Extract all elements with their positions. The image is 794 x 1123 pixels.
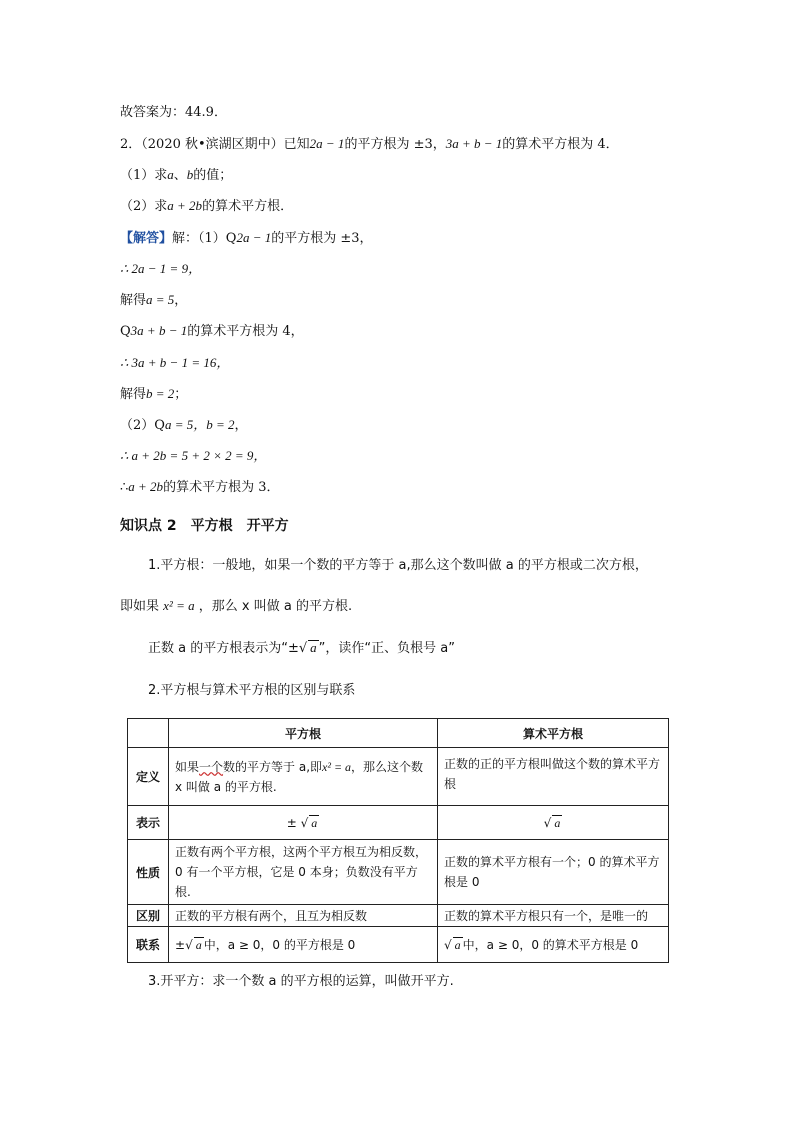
pm-sign: ± — [175, 938, 186, 952]
table-row — [128, 905, 669, 927]
sq1-a: a — [167, 167, 174, 182]
row-head-definition: 定义 — [128, 748, 169, 806]
table-row — [128, 927, 669, 963]
sol-l7-expr: a = 5，b = 2 — [164, 417, 235, 432]
cell-connection-square — [169, 927, 438, 963]
sq1-suffix: 的值； — [193, 168, 233, 183]
sol-line-4 — [120, 322, 304, 341]
cell-notation-square — [169, 806, 438, 840]
sol-l3-suffix: ， — [174, 293, 188, 308]
comparison-table — [127, 718, 669, 963]
def-cell-prefix: 如果 — [175, 759, 200, 774]
radical-icon: √ — [300, 816, 309, 830]
radical-icon: √ — [543, 816, 552, 830]
connection-arith-text: 中，a ≥ 0，0 的算术平方根是 0 — [462, 938, 639, 952]
radical-icon: √ — [185, 938, 193, 952]
section-heading — [120, 515, 289, 535]
definition-para-2 — [120, 597, 352, 616]
sol-l1-prefix: 解：（1）Q — [172, 231, 237, 246]
def2-suffix: ，那么 x 叫做 a 的平方根. — [198, 599, 353, 614]
sol-l6-suffix: ； — [174, 387, 188, 402]
radicand: a — [311, 816, 318, 830]
radicand: a — [454, 938, 461, 952]
q2-suffix: 的算术平方根为 4． — [502, 137, 619, 152]
comparison-title: 2.平方根与算术平方根的区别与联系 — [148, 683, 356, 698]
sol-line-3 — [120, 291, 187, 310]
table-row — [128, 806, 669, 840]
row-head-notation: 表示 — [128, 806, 169, 840]
subquestion-2 — [120, 197, 293, 216]
connection-square-text: 中，a ≥ 0，0 的平方根是 0 — [203, 938, 356, 952]
row-head-difference: 区别 — [128, 905, 169, 927]
sol-line-8: ∴ a + 2b = 5 + 2 × 2 = 9， — [120, 448, 267, 463]
sol-line-5: ∴ 3a + b − 1 = 16， — [120, 355, 230, 370]
q2-prefix: 2．（2020 秋•滨湖区期中）已知 — [120, 137, 310, 152]
radical-icon: √ — [444, 938, 452, 952]
row-head-connection: 联系 — [128, 927, 169, 963]
notation-suffix: ”，读作“正、负根号 a” — [318, 641, 455, 656]
sol-l1-suffix: 的平方根为 ±3， — [271, 231, 373, 246]
radicand: a — [554, 816, 561, 830]
radical-icon: √ — [298, 641, 308, 656]
def2-prefix: 即如果 — [120, 599, 160, 614]
table-col-square-root: 平方根 — [169, 719, 438, 748]
heading-topic-2: 开平方 — [246, 518, 289, 534]
sol-l6-prefix: 解得 — [120, 387, 147, 402]
extraction-para: 3.开平方：求一个数 a 的平方根的运算，叫做开平方. — [148, 974, 454, 989]
sol-l7-prefix: （2）Q — [120, 418, 165, 433]
def2-expr: x² = a — [163, 598, 195, 613]
table-header-row — [128, 719, 669, 748]
notation-para — [148, 640, 455, 658]
answer-line: 故答案为：44.9． — [120, 105, 227, 120]
table-row — [128, 748, 669, 806]
q2-expr-1: 2a − 1 — [309, 136, 345, 151]
cell-definition-square — [169, 748, 438, 806]
sol-line-7 — [120, 416, 248, 435]
sq2-expr: a + 2b — [167, 198, 203, 213]
sq1-prefix: （1）求 — [120, 168, 168, 183]
sol-l1-expr: 2a − 1 — [236, 230, 272, 245]
table-corner-cell — [128, 719, 169, 748]
sol-l3-expr: a = 5 — [146, 292, 175, 307]
sq1-sep: 、 — [173, 168, 187, 183]
row-head-property: 性质 — [128, 840, 169, 905]
definition-para-1: 1.平方根：一般地，如果一个数的平方等于 a,那么这个数叫做 a 的平方根或二次方根， — [148, 558, 648, 573]
solution-tag: 【解答】 — [120, 231, 173, 246]
sol-l4-suffix: 的算术平方根为 4， — [187, 324, 304, 339]
notation-prefix: 正数 a 的平方根表示为“± — [148, 641, 299, 656]
subquestion-1 — [120, 166, 232, 185]
sol-l3-prefix: 解得 — [120, 293, 147, 308]
sol-l7-suffix: ， — [234, 418, 248, 433]
sq1-b: b — [186, 167, 194, 182]
def-cell-suffix: ，那么这个数 x 叫做 a 的平方根. — [175, 759, 424, 794]
radicand: a — [195, 938, 202, 952]
table-row — [128, 840, 669, 905]
cell-property-square: 正数有两个平方根，这两个平方根互为相反数，0 有一个平方根，它是 0 本身；负数没有平方根. — [169, 840, 438, 905]
cell-definition-arith: 正数的正的平方根叫做这个数的算术平方根 — [438, 748, 669, 806]
sol-l9-expr: a + 2b — [128, 479, 164, 494]
cell-connection-arith — [438, 927, 669, 963]
sol-line-6 — [120, 385, 187, 404]
heading-topic-1: 平方根 — [190, 518, 233, 534]
pm-sign: ± — [286, 816, 297, 830]
sq2-prefix: （2）求 — [120, 199, 168, 214]
sol-line-9 — [120, 478, 279, 497]
def-cell-mid: 数的平方等于 a,即 — [223, 759, 323, 774]
notation-radicand: a — [310, 640, 317, 655]
cell-difference-arith: 正数的算术平方根只有一个，是唯一的 — [438, 905, 669, 927]
sq2-suffix: 的算术平方根． — [202, 199, 294, 214]
sol-line-2: ∴ 2a − 1 = 9， — [120, 261, 202, 276]
table-col-arith-root: 算术平方根 — [438, 719, 669, 748]
def-cell-expr: x² = a — [322, 759, 352, 774]
q2-mid: 的平方根为 ±3， — [344, 137, 446, 152]
sol-l4-prefix: Q — [120, 324, 131, 339]
sol-l6-expr: b = 2 — [146, 386, 175, 401]
solution-start — [120, 229, 373, 248]
sol-l9-suffix: 的算术平方根为 3． — [163, 480, 280, 495]
cell-difference-square: 正数的平方根有两个，且互为相反数 — [169, 905, 438, 927]
def-cell-wavy: 一个 — [199, 759, 224, 774]
heading-number: 知识点 2 — [120, 518, 177, 534]
cell-notation-arith — [438, 806, 669, 840]
sol-l9-prefix: ∴ — [120, 480, 129, 495]
sol-l4-expr: 3a + b − 1 — [130, 323, 188, 338]
question-2 — [120, 135, 619, 154]
cell-property-arith: 正数的算术平方根有一个；0 的算术平方根是 0 — [438, 840, 669, 905]
q2-expr-2: 3a + b − 1 — [445, 136, 503, 151]
